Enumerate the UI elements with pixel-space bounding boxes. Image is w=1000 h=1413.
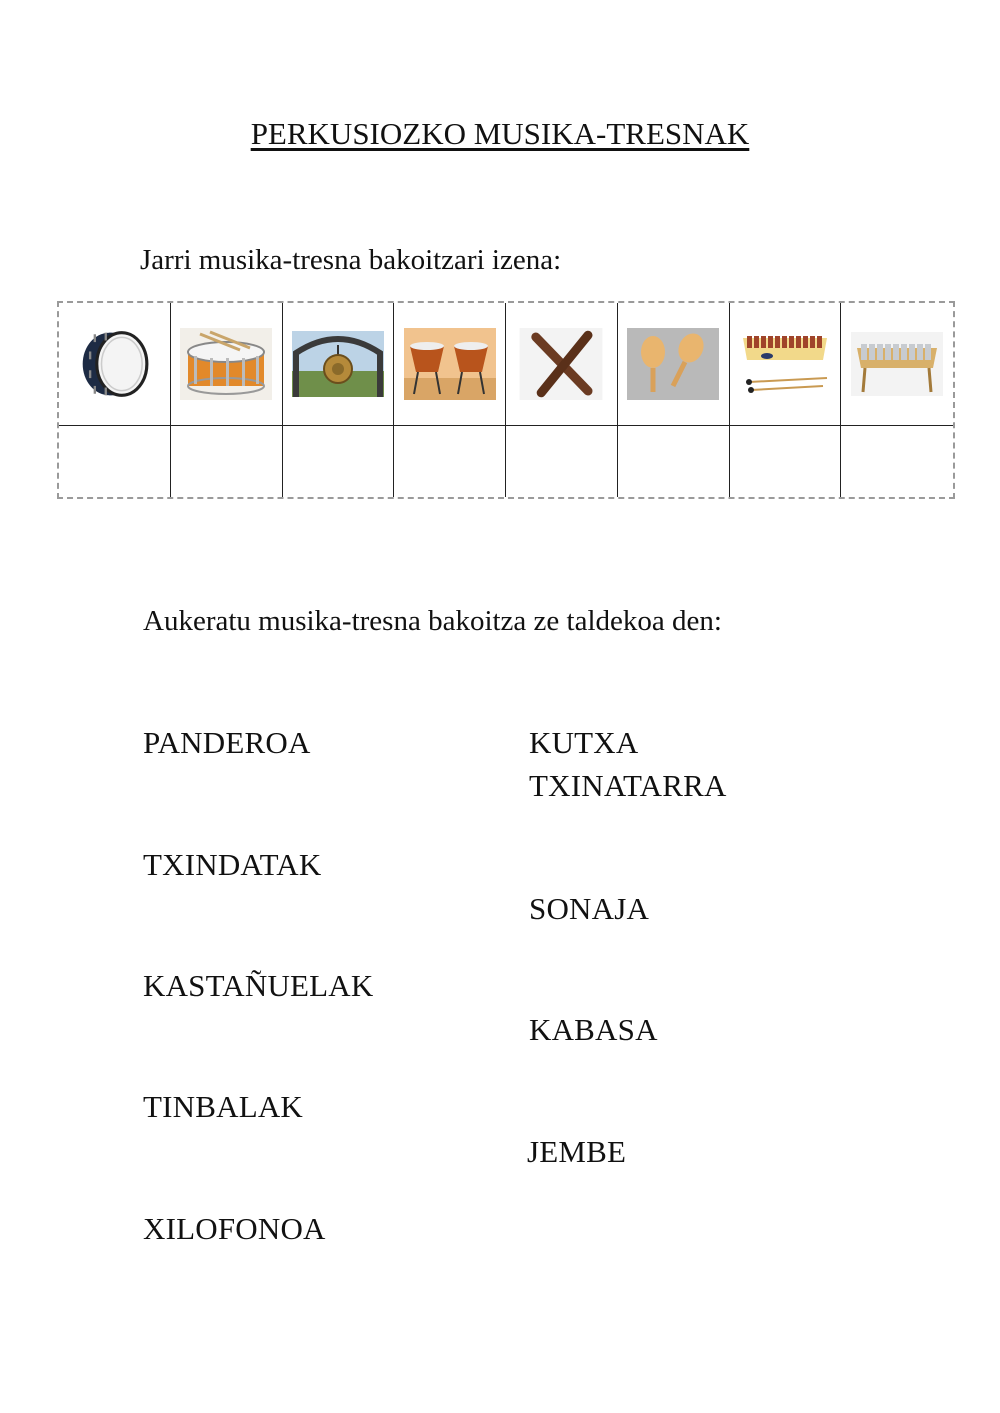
word-kastanuelak: KASTAÑUELAK xyxy=(143,968,374,1003)
picture-cell-6 xyxy=(618,303,730,426)
picture-cell-8 xyxy=(841,303,953,426)
word-panderoa: PANDEROA xyxy=(143,725,311,760)
gong-icon xyxy=(292,328,384,400)
picture-cell-4 xyxy=(394,303,506,426)
timpani-icon xyxy=(404,328,496,400)
word-sonaja: SONAJA xyxy=(529,891,650,926)
instruction-name-each: Jarri musika-tresna bakoitzari izena: xyxy=(140,244,562,276)
bass-drum-icon xyxy=(68,328,160,400)
answer-cell-2[interactable] xyxy=(171,426,283,497)
xylophone-icon xyxy=(739,328,831,400)
metallophone-icon xyxy=(851,328,943,400)
picture-cell-3 xyxy=(283,303,395,426)
answer-cell-5[interactable] xyxy=(506,426,618,497)
snare-drum-icon xyxy=(180,328,272,400)
answer-cell-7[interactable] xyxy=(730,426,842,497)
picture-cell-1 xyxy=(59,303,171,426)
answer-cell-3[interactable] xyxy=(283,426,395,497)
picture-cell-2 xyxy=(171,303,283,426)
word-jembe: JEMBE xyxy=(527,1134,627,1169)
maracas-icon xyxy=(627,328,719,400)
answer-cell-8[interactable] xyxy=(841,426,953,497)
word-kutxa: KUTXA xyxy=(529,725,639,760)
picture-cell-7 xyxy=(730,303,842,426)
answer-cell-4[interactable] xyxy=(394,426,506,497)
instrument-table xyxy=(57,301,955,499)
word-txinatarra: TXINATARRA xyxy=(529,768,727,803)
word-xilofonoa: XILOFONOA xyxy=(143,1211,326,1246)
claves-icon xyxy=(515,328,607,400)
answer-cell-6[interactable] xyxy=(618,426,730,497)
answer-cell-1[interactable] xyxy=(59,426,171,497)
page-title: PERKUSIOZKO MUSIKA-TRESNAK xyxy=(250,116,750,151)
word-tinbalak: TINBALAK xyxy=(143,1089,304,1124)
instruction-choose-group: Aukeratu musika-tresna bakoitza ze taldekoa den: xyxy=(143,605,722,637)
picture-cell-5 xyxy=(506,303,618,426)
word-kabasa: KABASA xyxy=(529,1012,658,1047)
word-txindatak: TXINDATAK xyxy=(143,847,322,882)
